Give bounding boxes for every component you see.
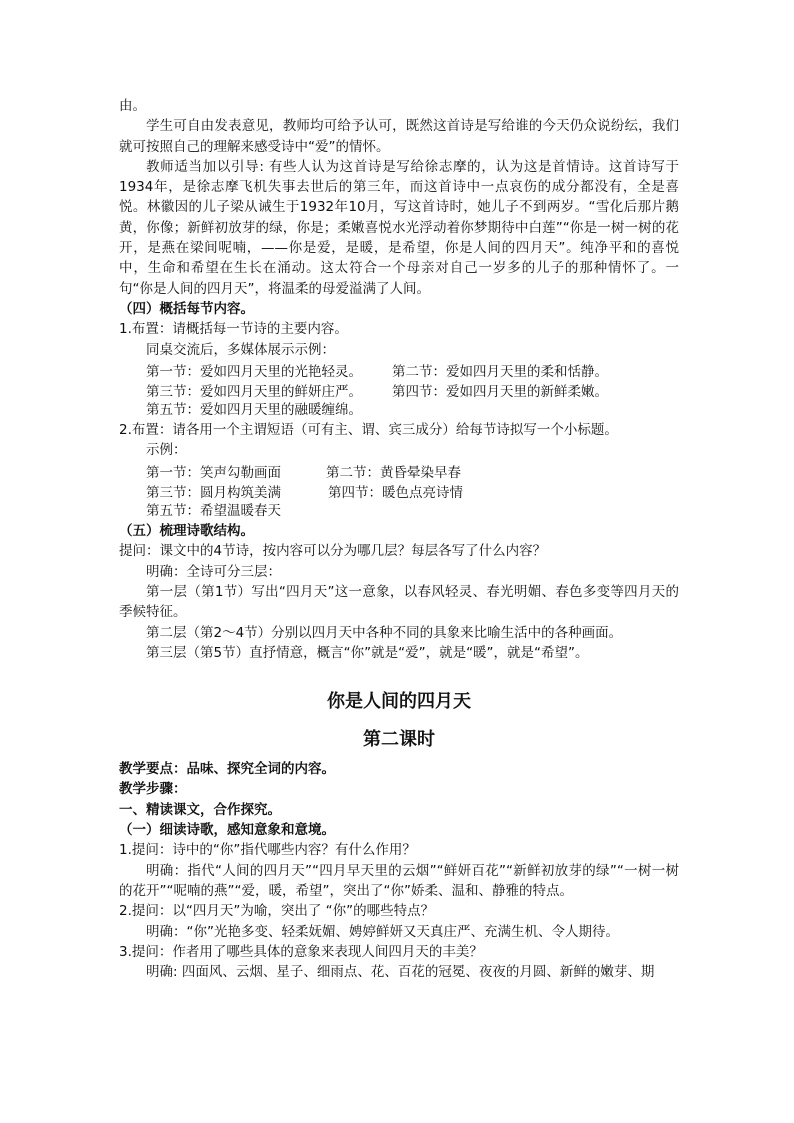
question-structure: 提问：课文中的4节诗，按内容可以分为哪几层？每层各写了什么内容？ [119, 543, 547, 560]
subtitle-row-1 [119, 461, 679, 481]
summary-row-2 [119, 380, 679, 400]
subtitle-item: 第五节：希望温暖春天 [146, 502, 281, 519]
paragraph-student-opinion: 学生可自由发表意见，教师均可给予认可，既然这首诗是写给谁的今天仍众说纷纭，我们就可按照自己的理解来感受诗中“爱”的情怀。 [119, 118, 679, 155]
summary-item: 第四节：爱如四月天里的新鲜柔嫩。 [392, 383, 608, 400]
layer-3: 第三层（第5节）直抒情意，概言“你”就是“爱”，就是“暖”，就是“希望”。 [146, 644, 589, 661]
layer-2: 第二层（第2～4节）分别以四月天中各种不同的具象来比喻生活中的各种画面。 [146, 624, 623, 641]
subtitle-item: 第四节：暖色点亮诗情 [328, 484, 463, 501]
lesson-title: 你是人间的四月天 [327, 691, 471, 713]
summary-item: 第一节：爱如四月天里的光艳轻灵。 [146, 363, 362, 380]
section-heading-5: （五）梳理诗歌结构。 [119, 523, 254, 540]
step-1-heading: 一、精读课文，合作探究。 [119, 801, 281, 818]
answer-3: 明确: 四面风、云烟、星子、细雨点、花、百花的冠冕、夜夜的月圆、新鲜的嫩芽、期 [146, 964, 655, 981]
document-body [119, 96, 679, 982]
layer-1: 第一层（第1节）写出“四月天”这一意象，以春风轻灵、春光明媚、春色多变等四月天的季候特征。 [119, 583, 679, 621]
answer-structure: 明确：全诗可分三层： [146, 563, 281, 580]
summary-item: 第五节：爱如四月天里的融暖缠绵。 [146, 401, 362, 418]
section-heading-4: （四）概括每节内容。 [119, 300, 254, 317]
teaching-points: 教学要点：品味、探究全词的内容。 [119, 761, 335, 778]
question-3: 3.提问：作者用了哪些具体的意象来表现人间四月天的丰美？ [119, 943, 483, 960]
summary-item: 第三节：爱如四月天里的鲜妍庄严。 [146, 383, 362, 400]
paragraph-teacher-guidance: 教师适当加以引导: 有些人认为这首诗是写给徐志摩的，认为这是首情诗。这首诗写于1934年，是徐志摩飞机失事去世后的第三年，而这首诗中一点哀伤的成分都没有，全是喜悦。林徽因的儿子梁从诫生于1932年10月，写这首诗时，她儿子不到两岁。“雪化后那片鹅黄，你像；新鲜初放芽的绿，你是；柔嫩喜悦水光浮动着你梦期待中白莲”“你是一树一树的花开，是燕在梁间呢喃，——你是爱，是暖，是希望，你是人间的四月天”。纯净平和的喜悦中，生命和希望在生长在涌动。这太符合一个母亲对自己一岁多的儿子的那种情怀了。一句“你是人间的四月天”，将温柔的母爱溢满了人间。 [119, 158, 679, 297]
task-1-note: 同桌交流后，多媒体展示示例： [146, 341, 335, 358]
paragraph-continuation: 由。 [119, 98, 146, 114]
teaching-steps-heading: 教学步骤： [119, 781, 187, 798]
answer-2: 明确：“你”光艳多变、轻柔妩媚、娉婷鲜妍又天真庄严、充满生机、令人期待。 [146, 923, 619, 940]
sub-step-1-heading: （一）细读诗歌，感知意象和意境。 [119, 822, 335, 839]
answer-1: 明确：指代“人间的四月天”“四月早天里的云烟”“鲜妍百花”“新鲜初放芽的绿”“一树一树的花开”“呢喃的燕”“爱，暖，希望”，突出了“你”娇柔、温和、静雅的特点。 [119, 862, 679, 899]
task-1: 1.布置：请概括每一节诗的主要内容。 [119, 321, 348, 338]
subtitle-item: 第二节：黄昏晕染早春 [326, 464, 461, 481]
task-2: 2.布置：请各用一个主谓短语（可有主、谓、宾三成分）给每节诗拟写一个小标题。 [119, 422, 618, 439]
lesson-period-title: 第二课时 [363, 729, 435, 751]
subtitle-item: 第三节：圆月构筑美满 [146, 484, 281, 501]
question-2: 2.提问：以“四月天”为喻，突出了 “你”的哪些特点？ [119, 903, 435, 920]
subtitle-row-2 [119, 481, 679, 501]
summary-row-1 [119, 360, 679, 380]
question-1: 1.提问：诗中的“你”指代哪些内容？有什么作用？ [119, 842, 416, 859]
summary-item: 第二节：爱如四月天里的柔和恬静。 [392, 363, 608, 380]
task-2-note: 示例： [146, 442, 187, 459]
subtitle-item: 第一节：笑声勾勒画面 [146, 464, 281, 481]
